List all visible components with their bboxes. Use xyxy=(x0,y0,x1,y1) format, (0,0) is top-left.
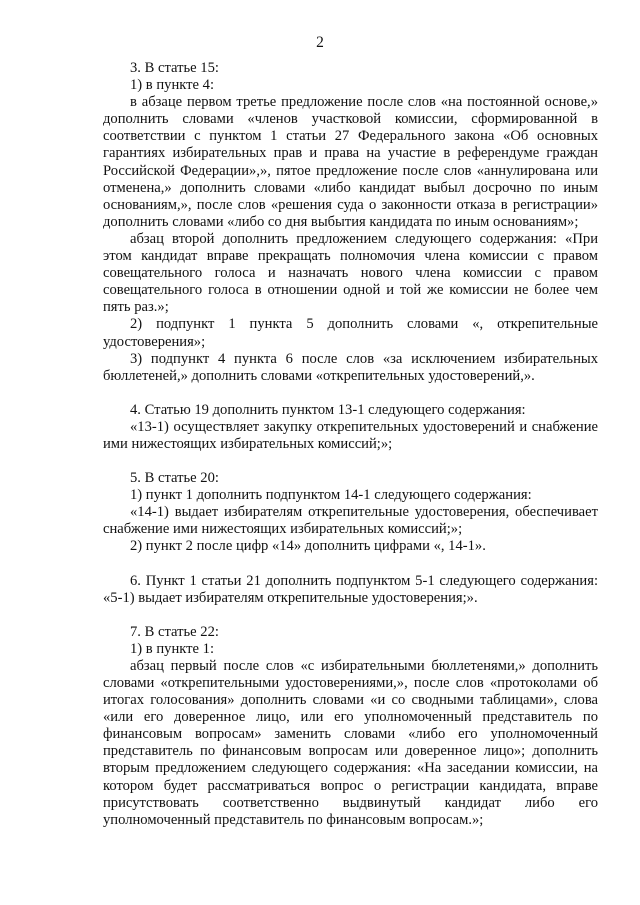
section-3 xyxy=(103,60,598,385)
spacer xyxy=(130,607,598,624)
paragraph: 1) пункт 1 дополнить подпунктом 14-1 следующего содержания: xyxy=(130,487,532,504)
paragraph: 2) подпункт 1 пункта 5 дополнить словами «, открепительные удостоверения»; xyxy=(103,316,598,350)
document-body xyxy=(103,60,598,829)
page-number: 2 xyxy=(316,34,324,51)
section-heading: 6. Пункт 1 статьи 21 дополнить подпунктом 5-1 следующего содержания: «5-1) выдает избирателям открепительные удостоверения;». xyxy=(103,572,598,606)
section-6 xyxy=(103,572,598,607)
spacer xyxy=(130,556,598,573)
paragraph: абзац первый после слов «с избирательными бюллетенями,» дополнить словами «открепительными удостоверениями,», после слов «протоколами об итогах голосования» дополнить словами «и со сводными таблицами», слова «или его доверенное лицо, или его уполномоченный представитель по финансовым вопросам» заменить словами «либо его уполномоченный представитель по финансовым вопросам или доверенное лицо»; дополнить вторым предложением следующего содержания: «На заседании комиссии, на котором будет рассматриваться вопрос о регистрации кандидата, вправе присутствовать соответственно выдвинутый кандидат либо его уполномоченный представитель по финансовым вопросам.»; xyxy=(103,657,598,828)
paragraph: «14-1) выдает избирателям открепительные удостоверения, обеспечивает снабжение ими нижестоящих избирательных комиссий;»; xyxy=(103,504,598,538)
spacer xyxy=(130,385,598,402)
paragraph: 2) пункт 2 после цифр «14» дополнить цифрами «, 14-1». xyxy=(130,538,486,555)
section-heading: 3. В статье 15: xyxy=(130,60,219,76)
spacer xyxy=(130,453,598,470)
section-heading: 5. В статье 20: xyxy=(130,470,219,487)
section-heading: 7. В статье 22: xyxy=(130,623,219,640)
paragraph: 1) в пункте 4: xyxy=(130,77,215,94)
paragraph: абзац второй дополнить предложением следующего содержания: «При этом кандидат вправе прекращать полномочия члена комиссии с правом совещательного голоса и назначать нового члена комиссии с правом совещательного голоса в отношении одной и той же комиссии не более чем пять раз.»; xyxy=(103,230,598,316)
section-heading: 4. Статью 19 дополнить пунктом 13-1 следующего содержания: xyxy=(130,401,526,418)
paragraph: 1) в пункте 1: xyxy=(130,640,215,657)
section-4 xyxy=(103,401,598,453)
paragraph: 3) подпункт 4 пункта 6 после слов «за исключением избирательных бюллетеней,» дополнить словами «открепительных удостоверений,». xyxy=(103,350,598,384)
paragraph: в абзаце первом третье предложение после слов «на постоянной основе,» дополнить словами «членов участковой комиссии, сформированной в соответствии с пунктом 1 статьи 27 Федерального закона «Об основных гарантиях избирательных прав и права на участие в референдуме граждан Российской Федерации»,», пятое предложение после слов «аннулирована или отменена,» дополнить словами «либо кандидат выбыл досрочно по иным основаниям,», после слов «решения суда о законности отказа в регистрации» дополнить словами «либо со дня выбытия кандидата по иным основаниям»; xyxy=(103,94,598,230)
paragraph: «13-1) осуществляет закупку открепительных удостоверений и снабжение ими нижестоящих избирательных комиссий;»; xyxy=(103,418,598,452)
section-5 xyxy=(103,470,598,555)
section-7 xyxy=(103,623,598,829)
